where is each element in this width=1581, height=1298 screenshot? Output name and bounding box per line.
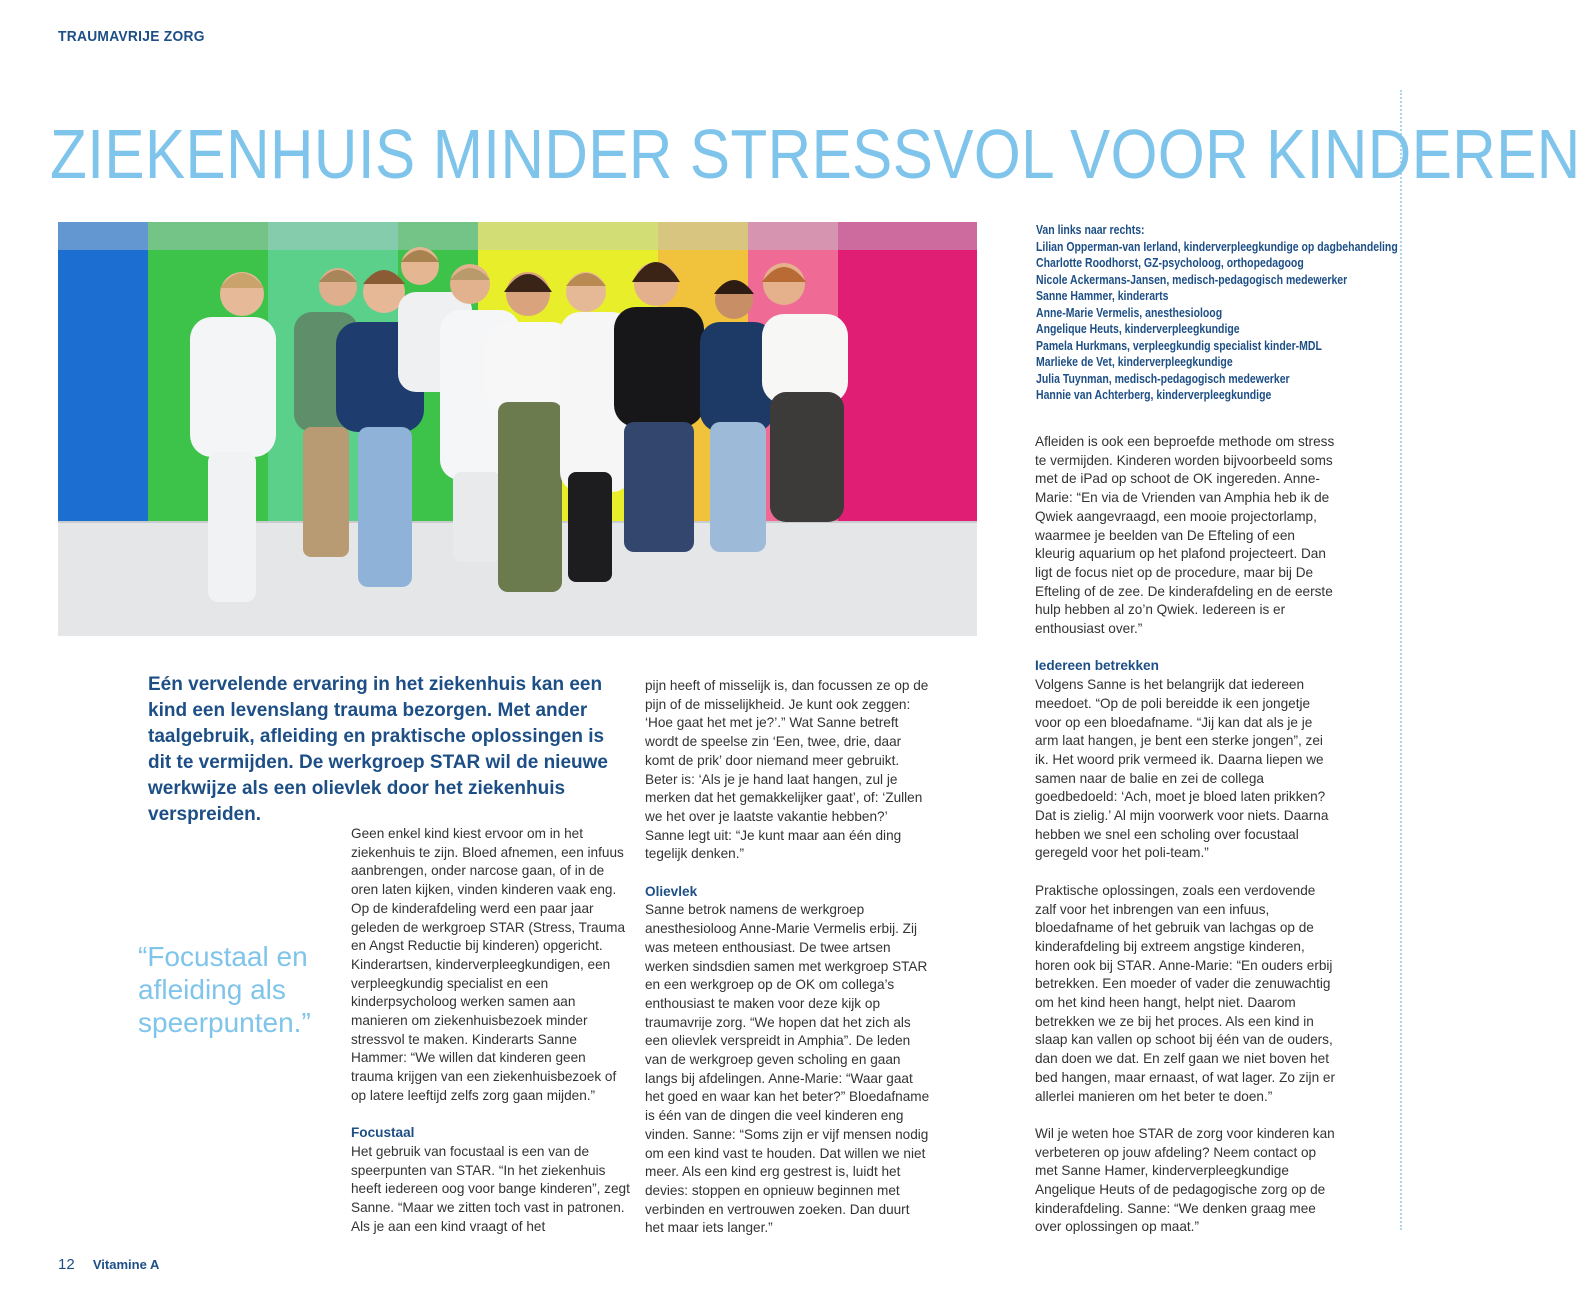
section-label: TRAUMAVRIJE ZORG [58, 28, 205, 45]
body-paragraph: Geen enkel kind kiest ervoor om in het ziekenhuis te zijn. Bloed afnemen, een infuus aanbrengen, onder narcose gaan, of in de oren laten kijken, vinden kinderen vaak eng. Op de kinderafdeling werd een paar jaar geleden de werkgroep STAR (Stress, Trauma en Angst Reductie bij kinderen) opgericht. Kinderartsen, kinderverpleegkundigen, een verpleegkundig specialist en een kinderpsycholoog werken samen aan manieren om ziekenhuisbezoek minder stressvol te maken. Kinderarts Sanne Hammer: “We willen dat kinderen geen trauma krijgen van een ziekenhuisbezoek of op latere leeftijd zelfs zorg gaan mijden.” [351, 826, 626, 1103]
body-paragraph: pijn heeft of misselijk is, dan focussen ze op de pijn of de misselijkheid. Je kunt ook zeggen: ‘Hoe gaat het met je?’.” Wat Sanne betreft wordt de speelse zin ‘Een, twee, drie, daar komt de prik’ door niemand meer gebruikt. Beter is: ‘Als je je hand laat hangen, zul je merken dat het gemakkelijker gaat’, of: ‘Zullen we het over je laatste vakantie hebben?’ Sanne legt uit: “Je kunt maar aan één ding tegelijk denken.” [645, 678, 929, 862]
subheading-olievlek: Olievlek [645, 883, 698, 899]
body-paragraph: Het gebruik van focustaal is een van de speerpunten van STAR. “In het ziekenhuis heeft iedereen oog voor bange kinderen”, zegt Sanne. “Maar we zitten toch vast in patronen. Als je aan een kind vraagt of het [351, 1143, 630, 1234]
caption-heading: Van links naar rechts: [1036, 223, 1145, 237]
body-paragraph: Afleiden is ook een beproefde methode om stress te vermijden. Kinderen worden bijvoorbeeld soms met de iPad op schoot de OK ingereden. Anne-Marie: “En via de Vrienden van Amphia heb ik de Qwiek aangevraagd, een mooie projectorlamp, waarmee je beelden van De Efteling of een kleurig aquarium op het plafond projecteert. Dan ligt de focus niet op de procedure, maar bij De Efteling of de zee. De kinderafdeling en de eerste hulp hebben al zo’n Qwiek. Iedereen is er enthousiast over.” [1035, 434, 1335, 637]
caption-person: Marlieke de Vet, kinderverpleegkundige [1036, 355, 1233, 369]
caption-person: Nicole Ackermans-Jansen, medisch-pedagogisch medewerker [1036, 272, 1348, 287]
page-footer [58, 1256, 159, 1273]
article-title: ZIEKENHUIS MINDER STRESSVOL VOOR KINDEREN [50, 115, 1581, 193]
caption-person: Lilian Opperman-van Ierland, kinderverpleegkundige op dagbehandeling [1036, 239, 1398, 254]
page-edge-divider [1400, 90, 1402, 1230]
page-number: 12 [58, 1256, 75, 1273]
team-photo [58, 222, 977, 636]
caption-person: Angelique Heuts, kinderverpleegkundige [1036, 322, 1240, 336]
body-paragraph: Sanne betrok namens de werkgroep anesthesioloog Anne-Marie Vermelis erbij. Zij was meteen enthousiast. De twee artsen werken sindsdien samen met werkgroep STAR en een werkgroep op de OK om collega’s enthousiast te maken voor deze kijk op traumavrije zorg. “We hopen dat het zich als een olievlek verspreidt in Amphia”. De leden van de werkgroep geven scholing en gaan langs bij afdelingen. Anne-Marie: “Waar gaat het goed en waar kan het beter?” Bloedafname is één van de dingen die veel kinderen eng vinden. Sanne: “Soms zijn er vijf mensen nodig om een kind vast te houden. Dat willen we niet meer. Als een kind erg gestrest is, luidt het devies: stoppen en opnieuw beginnen met verbinden en vertrouwen zoeken. Dan duurt het maar iets langer.” [645, 902, 930, 1236]
caption-person: Pamela Hurkmans, verpleegkundig specialist kinder-MDL [1036, 338, 1322, 353]
subheading-focustaal: Focustaal [351, 1125, 415, 1141]
lead-paragraph: Eén vervelende ervaring in het ziekenhuis kan een kind een levenslang trauma bezorgen. Met ander taalgebruik, afleiding en praktische oplossingen is dit te vermijden. De werkgroep STAR wil de nieuwe werkwijze als een olievlek door het ziekenhuis verspreiden. [148, 674, 608, 825]
body-paragraph: Wil je weten hoe STAR de zorg voor kinderen kan verbeteren op jouw afdeling? Neem contact op met Sanne Hamer, kinderverpleegkundige Angelique Heuts of de pedagogische zorg op de kinderafdeling. Sanne: “We denken graag mee over oplossingen op maat.” [1035, 1125, 1335, 1235]
body-column-3 [1035, 433, 1335, 1256]
body-paragraph: Volgens Sanne is het belangrijk dat iedereen meedoet. “Op de poli bereidde ik een jongetje voor op een bloedafname. “Jij kan dat als je je arm laat hangen, je bent een sterke jongen”, zei ik. Het woord prik vermeed ik. Daarna liepen we samen naar de balie en zei de collega goedbedoeld: ‘Ach, moet je bloed laten prikken? Dat is zielig.’ Al mijn voorwerk voor niets. Daarna hebben we snel een scholing over focustaal geregeld voor het poli-team.” [1035, 677, 1329, 861]
caption-person: Sanne Hammer, kinderarts [1036, 289, 1169, 303]
subheading-iedereen-betrekken: Iedereen betrekken [1035, 658, 1159, 674]
body-paragraph: Praktische oplossingen, zoals een verdovende zalf voor het inbrengen van een infuus, bloedafname of het gebruik van lachgas op de kinderafdeling bij extreem angstige kinderen, horen ook bij STAR. Anne-Marie: “En ouders erbij betrekken. Een moeder of vader die zenuwachtig om het kind heen hangt, helpt niet. Daarom betrekken we ze bij het proces. Als een kind in slaap kan vallen op schoot bij één van de ouders, dan doen we dat. En zelf gaan we niet boven het bed hangen, maar ernaast, of wat lager. Zo zijn er allerlei manieren om het beter te doen.” [1035, 882, 1335, 1104]
body-column-2 [645, 677, 930, 1257]
pull-quote: “Focustaal en afleiding als speerpunten.” [138, 941, 311, 1038]
caption-person: Hannie van Achterberg, kinderverpleegkundige [1036, 388, 1272, 402]
caption-person: Julia Tuynman, medisch-pedagogisch medewerker [1036, 371, 1290, 386]
photo-caption [1036, 222, 1396, 404]
magazine-name: Vitamine A [92, 1257, 160, 1272]
caption-person: Anne-Marie Vermelis, anesthesioloog [1036, 305, 1223, 320]
body-column-1 [351, 825, 631, 1255]
caption-person: Charlotte Roodhorst, GZ-psycholoog, orthopedagoog [1036, 256, 1304, 270]
